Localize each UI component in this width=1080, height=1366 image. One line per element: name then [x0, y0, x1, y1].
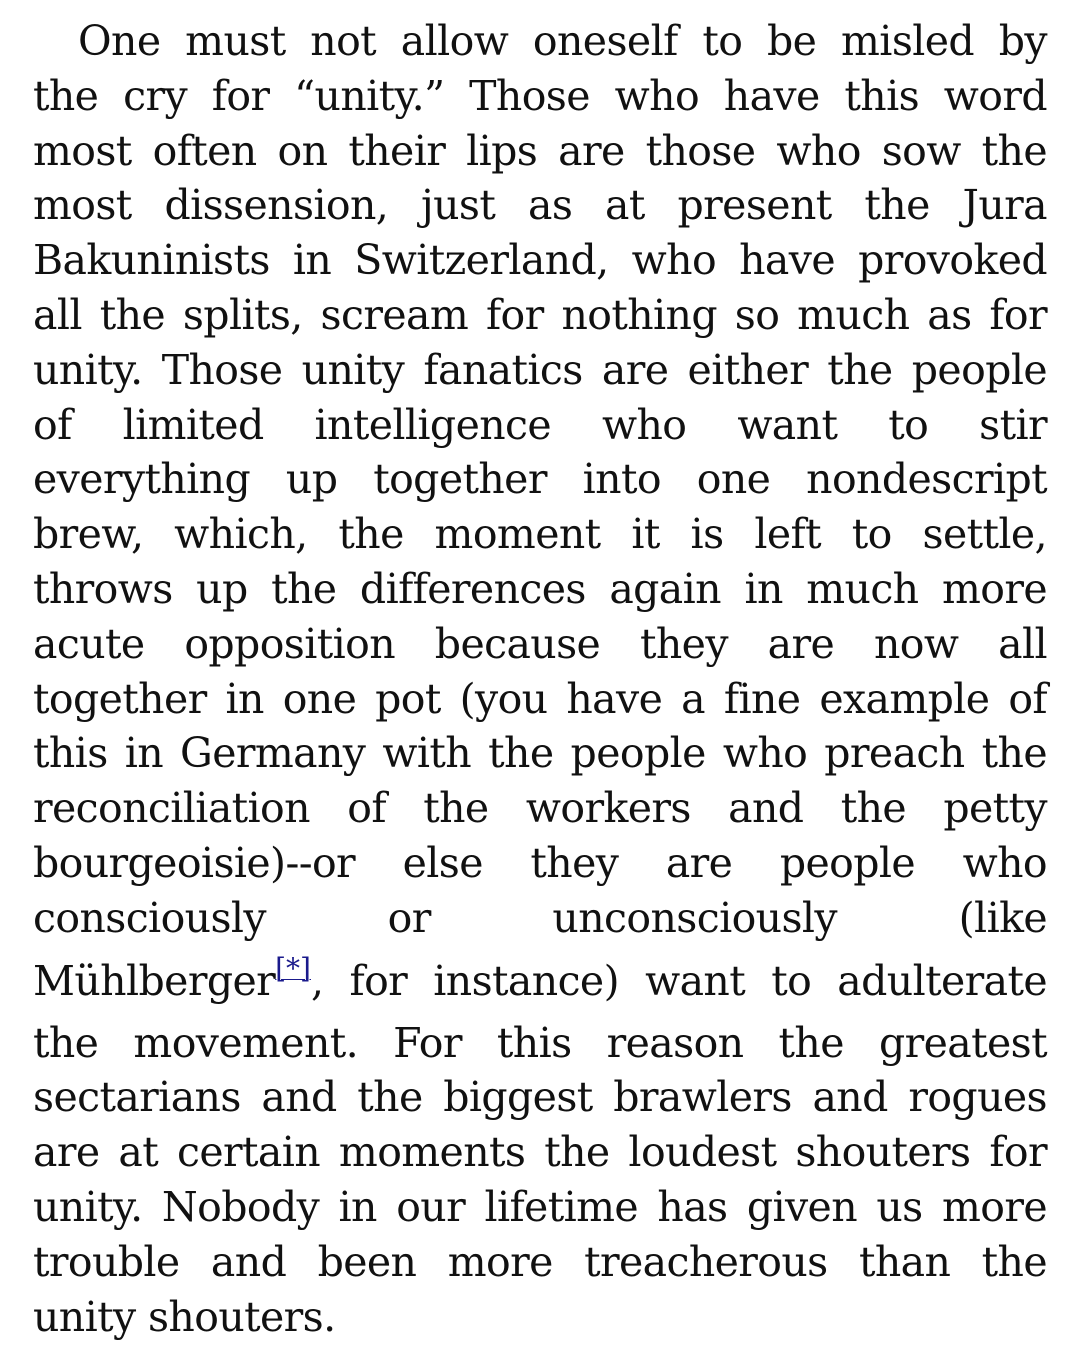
text-line: unity shouters. [33, 1292, 336, 1341]
text-line: the cry for “unity.” Those who have this word [33, 71, 1047, 120]
text-line: sectarians and the biggest brawlers and rogues [33, 1073, 1047, 1122]
text-fragment: , for instance) want to adulterate [310, 956, 1047, 1005]
text-line: unity. Nobody in our lifetime has given us more [33, 1182, 1047, 1231]
text-line: One must not allow oneself to be misled by [78, 17, 1047, 65]
text-line: reconciliation of the workers and the petty [33, 784, 1047, 833]
text-line: most dissension, just as at present the Jura [33, 181, 1047, 230]
text-line: Bakuninists in Switzerland, who have provoked [33, 236, 1047, 285]
text-fragment: Mühlberger [33, 956, 276, 1005]
text-line-with-footnote [33, 946, 1047, 1016]
text-line: brew, which, the moment it is left to settle, [33, 510, 1047, 559]
text-line: are at certain moments the loudest shouters for [33, 1128, 1047, 1177]
text-line: everything up together into one nondescript [33, 455, 1047, 504]
text-line: consciously or unconsciously (like [33, 893, 1047, 942]
text-line: together in one pot (you have a fine example of [33, 674, 1047, 723]
text-line: the movement. For this reason the greatest [33, 1018, 1047, 1067]
text-line: throws up the differences again in much more [33, 564, 1047, 613]
text-line: of limited intelligence who want to stir [33, 400, 1047, 449]
body-paragraph [33, 14, 1047, 1344]
text-line: bourgeoisie)--or else they are people who [33, 838, 1047, 887]
footnote-link[interactable]: [*] [275, 951, 311, 985]
text-line: all the splits, scream for nothing so much as for [33, 290, 1047, 339]
text-line: trouble and been more treacherous than the [33, 1237, 1047, 1286]
text-line: this in Germany with the people who preach the [33, 729, 1047, 778]
text-line: unity. Those unity fanatics are either the people [33, 345, 1047, 394]
reader-page [33, 14, 1047, 1344]
text-line: acute opposition because they are now all [33, 619, 1047, 668]
text-line: most often on their lips are those who sow the [33, 126, 1047, 175]
